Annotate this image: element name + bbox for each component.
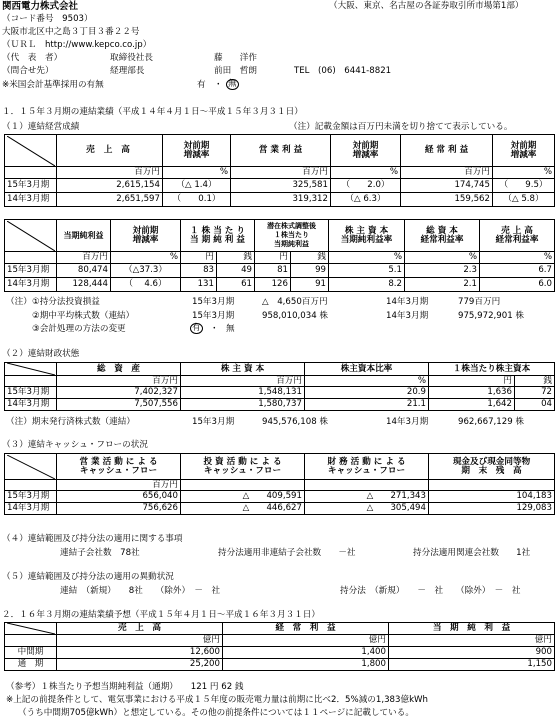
note3-yes: 有 (192, 323, 201, 333)
table-row: 14年3月期 7,507,556 1,580,737 21.1 1,642 04 (5, 399, 555, 411)
diagonal-line-icon (7, 455, 55, 479)
us-gaap-yes: 有 (197, 80, 206, 90)
note3-no: 無 (226, 324, 235, 334)
diagonal-line-icon (7, 623, 55, 634)
note2-label: ②期中平均株式数（連結） (32, 311, 135, 321)
table-net-income: 当期純利益 対前期 増減率 １ 株 当 た り 当 期 純 利 益 潜在株式調整後 １株当たり 当期純利益 株 主 資 本 当期純利益率 総 資 本 経常利益率 売 上 高 経常利益率 百万円 % 円 銭 円 銭 % % % 15年3月期 80,474 （△37.3） 83 49 81 99 5.1 2.3 6.7 14年3月期 128,444 （ 4.6） 131 61 126 91 8.2 2.1 6.0 (4, 219, 555, 292)
header-net-income: 当期純利益 (57, 220, 111, 252)
table-row: 15年3月期 656,040 △ 409,591 △ 271,343 104,183 (5, 491, 555, 503)
shares-outstanding-note: （注）期末発行済株式数（連結） (6, 417, 135, 427)
forecast-eps-reference: （参考）１株当たり予想当期純利益（通期） 121 円 62 銭 (6, 682, 244, 692)
header-bps: １株当たり株主資本 (429, 363, 555, 376)
contact-title: 経理部長 (110, 66, 145, 76)
notes-lead: （注） (6, 297, 32, 307)
company-name: 関西電力株式会社 (2, 1, 79, 12)
header-blank (5, 135, 57, 167)
table-cash-flows: 営 業 活 動 に よ る キャッシュ・フロー 投 資 活 動 に よ る キャッシュ・フロー 財 務 活 動 に よ る キャッシュ・フロー 現金及び現金同等物 期 末 残 高 百万円 15年3月期 656,040 △ 409,591 △ 271,343 104,183 14年3月期 756,626 △ 446,627 △ 305,494 129,083 (4, 453, 555, 515)
diagonal-line-icon (7, 221, 55, 251)
header-ordinary: 経 常 利 益 (401, 135, 493, 167)
table-row: 15年3月期 80,474 （△37.3） 83 49 81 99 5.1 2.3 6.7 (5, 264, 555, 278)
unit-pct: % (163, 167, 231, 179)
header-total-assets: 総 資 産 (57, 363, 181, 376)
company-address: 大阪市北区中之島３丁目３番２２号 (2, 27, 140, 37)
table-row: 14年3月期 2,651,597 （ 0.1） 319,312 （△ 6.3） 159,562 （△ 5.8） (5, 193, 555, 207)
header-cash-end: 現金及び現金同等物 期 末 残 高 (429, 454, 555, 480)
representative-title: 取締役社長 (110, 53, 153, 63)
header-roa: 総 資 本 経常利益率 (405, 220, 480, 252)
equity-method-affiliates: 持分法適用関連会社数 1社 (413, 548, 531, 558)
table-row: 中間期 12,600 1,400 900 (5, 647, 555, 659)
sub4-title: （４）連結範囲及び持分法の適用に関する事項 (2, 534, 183, 544)
table-row: 通 期 25,200 1,800 1,150 (5, 659, 555, 671)
sub1-title: （１）連結経営成績 (2, 122, 80, 132)
header-sales-yoy: 対前期 増減率 (163, 135, 231, 167)
header-sales: 売 上 高 (57, 135, 163, 167)
sub1-note: （注）記載金額は百万円未満を切り捨てて表示している。 (289, 122, 513, 132)
header-diluted-eps: 潜在株式調整後 １株当たり 当期純利益 (255, 220, 329, 252)
equity-method-changes: 持分法 （新規） － 社 （除外） － 社 (340, 586, 521, 596)
header-operating: 営 業 利 益 (231, 135, 331, 167)
contact-tel: TEL (06) 6441-8821 (294, 66, 392, 76)
table-financial-position: 総 資 産 株 主 資 本 株主資本比率 １株当たり株主資本 百万円 百万円 % 円 銭 15年3月期 7,402,327 1,548,131 20.9 1,636 72 14年3月期 7,507,556 1,580,737 21.1 1,642 04 (4, 362, 555, 411)
table-operating-results (4, 134, 555, 207)
note3-label: ③会計処理の方法の変更 (32, 324, 126, 334)
header-ros: 売 上 高 経常利益率 (480, 220, 555, 252)
consolidation-changes: 連結 （新規） 8社 （除外） － 社 (60, 586, 221, 596)
representative-label: （代 表 者） (2, 53, 63, 63)
us-gaap-no: 無 (228, 79, 237, 89)
section2-title: ２．１６年３月期の連結業績予想（平成１５年４月１日～平成１６年３月３１日） (2, 610, 320, 620)
header-forecast-sales: 売 上 高 (57, 623, 223, 635)
unit-mil: 百万円 (57, 167, 163, 179)
header-forecast-net: 当 期 純 利 益 (389, 623, 555, 635)
sub5-title: （５）連結範囲及び持分法の適用の異動状況 (2, 572, 174, 582)
header-forecast-ordinary: 経 常 利 益 (223, 623, 389, 635)
diagonal-line-icon (7, 363, 55, 375)
unit-mil: 百万円 (401, 167, 493, 179)
note3-dot: ・ (210, 324, 219, 334)
header-ord-yoy: 対前期 増減率 (493, 135, 555, 167)
header-roe: 株 主 資 本 当期純利益率 (329, 220, 405, 252)
header-equity: 株 主 資 本 (181, 363, 305, 376)
equity-method-nonconsolidated: 持分法適用非連結子会社数 －社 (218, 548, 356, 558)
representative-name: 藤 洋作 (214, 53, 257, 63)
header-op-yoy: 対前期 増減率 (331, 135, 401, 167)
header-financing-cf: 財 務 活 動 に よ る キャッシュ・フロー (305, 454, 429, 480)
stock-code: （コード番号 9503） (2, 14, 93, 24)
footnote-line2: （うち中間期705億kWh）と想定している。その他の前提条件については１１ページに記載している。 (18, 708, 414, 718)
sub2-title: （２）連結財政状態 (2, 349, 80, 359)
note1-label: ①持分法投資損益 (32, 297, 100, 307)
consolidated-subsidiaries: 連結子会社数 78社 (60, 548, 140, 558)
header-net-yoy: 対前期 増減率 (111, 220, 181, 252)
unit-pct: % (493, 167, 555, 179)
us-gaap-dot: ・ (214, 80, 223, 90)
header-operating-cf: 営 業 活 動 に よ る キャッシュ・フロー (57, 454, 181, 480)
sub3-title: （３）連結キャッシュ・フローの状況 (2, 440, 148, 450)
table-row: 14年3月期 756,626 △ 446,627 △ 305,494 129,083 (5, 503, 555, 515)
table-forecast: 売 上 高 経 常 利 益 当 期 純 利 益 億円 億円 億円 中間期 12,600 1,400 900 通 期 25,200 1,800 1,150 (4, 622, 555, 671)
footnote-line1: ※上記の前提条件として、電気事業における平成１５年度の販売電力量は前期に比べ2．5%減の1,383億kWh (6, 695, 428, 705)
us-gaap-label: ※米国会計基準採用の有無 (2, 80, 104, 90)
table-row: 15年3月期 2,615,154 （△ 1.4） 325,581 （ 2.0） 174,745 （ 9.5） (5, 179, 555, 193)
contact-label: （問合せ先） (2, 66, 54, 76)
table-row: 14年3月期 128,444 （ 4.6） 131 61 126 91 8.2 2.1 6.0 (5, 278, 555, 292)
diagonal-line-icon (7, 136, 55, 166)
company-url: （ＵＲＬ http://www.kepco.co.jp） (2, 40, 152, 50)
table-row: 15年3月期 7,402,327 1,548,131 20.9 1,636 72 (5, 387, 555, 399)
section1-title: １．１５年３月期の連結業績（平成１４年４月１日～平成１５年３月３１日） (2, 107, 303, 117)
header-investing-cf: 投 資 活 動 に よ る キャッシュ・フロー (181, 454, 305, 480)
unit-mil: 百万円 (231, 167, 331, 179)
header-equity-ratio: 株主資本比率 (305, 363, 429, 376)
unit-pct: % (331, 167, 401, 179)
exchange-listing: （大阪、東京、名古屋の各証券取引所市場第1部） (329, 1, 524, 11)
header-eps: １ 株 当 た り 当 期 純 利 益 (181, 220, 255, 252)
contact-name: 前田 哲朗 (214, 66, 257, 76)
